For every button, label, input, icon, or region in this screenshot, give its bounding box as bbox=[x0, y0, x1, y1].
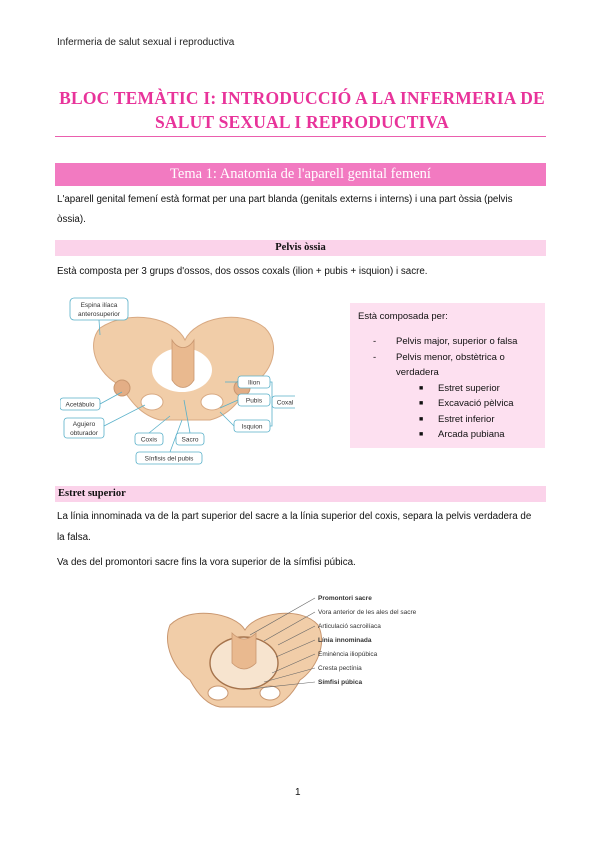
label-acetabulo: Acetábulo bbox=[65, 401, 95, 409]
page-number: 1 bbox=[295, 787, 301, 798]
label-ilion: Ilion bbox=[248, 379, 260, 387]
title-divider bbox=[55, 136, 546, 137]
pelvis-composition-box bbox=[350, 303, 545, 448]
label-vora: Vora anterior de les ales del sacre bbox=[318, 609, 417, 616]
label-sacro: Sacro bbox=[181, 436, 199, 444]
label-simfisi: Símfisi púbica bbox=[318, 679, 363, 686]
pelvis-figure-2 bbox=[160, 585, 450, 715]
sub-list-item: ■ Estret inferior bbox=[419, 413, 495, 425]
list-item: verdadera bbox=[396, 367, 439, 378]
pelvis-figure bbox=[60, 290, 295, 470]
estret-paragraph-2: Va des del promontori sacre fins la vora superior de la símfisi púbica. bbox=[57, 557, 356, 568]
page-title bbox=[57, 86, 547, 134]
intro-line-1: L'aparell genital femení està format per una part blanda (genitals externs i interns) i una part òssia (pelvis bbox=[57, 194, 513, 205]
sub-list-item: ■ Estret superior bbox=[419, 382, 500, 394]
label-eminencia: Eminència iliopúbica bbox=[318, 651, 378, 658]
label-coxal: Coxal bbox=[276, 399, 294, 407]
pelvis-heading: Pelvis òssia bbox=[55, 240, 546, 256]
label-isquion: Isquion bbox=[241, 423, 263, 431]
estret-paragraph bbox=[57, 506, 545, 548]
label-coxis: Coxis bbox=[140, 436, 158, 444]
box-list bbox=[358, 334, 537, 443]
box-lead: Està composada per: bbox=[358, 311, 448, 322]
label-articulacio: Articulació sacroilíaca bbox=[318, 623, 381, 630]
label-cresta: Cresta pectínia bbox=[318, 665, 362, 672]
title-line-1: BLOC TEMÀTIC I: INTRODUCCIÓ A LA INFERMERIA DE bbox=[59, 88, 545, 108]
list-item: - Pelvis menor, obstètrica o bbox=[373, 351, 505, 363]
sub-list-item: ■ Excavació pèlvica bbox=[419, 398, 514, 409]
tema-heading: Tema 1: Anatomia de l'aparell genital femení bbox=[55, 163, 546, 186]
label-agujero-1: Agujero bbox=[72, 421, 96, 428]
intro-line-2: òssia). bbox=[57, 214, 86, 225]
label-promontori: Promontori sacre bbox=[318, 595, 372, 602]
intro-paragraph bbox=[57, 190, 545, 230]
estret-heading: Estret superior bbox=[55, 486, 546, 502]
label-linia: Línia innominada bbox=[318, 637, 372, 644]
estret-line-2: la falsa. bbox=[57, 532, 91, 543]
label-pubis: Pubis bbox=[245, 397, 263, 405]
page-header: Infermeria de salut sexual i reproductiva bbox=[57, 37, 235, 48]
estret-line-1: La línia innominada va de la part superior del sacre a la línia superior del coxis, separa la pelvis verdadera de bbox=[57, 511, 532, 522]
sub-list-item: ■ Arcada pubiana bbox=[419, 429, 505, 440]
pelvis-bone-illustration-2 bbox=[168, 613, 322, 707]
label-sinfisis: Sínfisis del pubis bbox=[144, 455, 194, 463]
label-agujero-2: obturador bbox=[70, 430, 98, 437]
pelvis-paragraph: Està composta per 3 grups d'ossos, dos ossos coxals (ilion + pubis + isquion) i sacre. bbox=[57, 266, 428, 277]
label-espina-1: Espina ilíaca bbox=[80, 302, 118, 309]
list-item: - Pelvis major, superior o falsa bbox=[373, 336, 518, 347]
label-espina-2: anterosuperior bbox=[78, 311, 120, 318]
title-line-2: SALUT SEXUAL I REPRODUCTIVA bbox=[154, 112, 450, 132]
